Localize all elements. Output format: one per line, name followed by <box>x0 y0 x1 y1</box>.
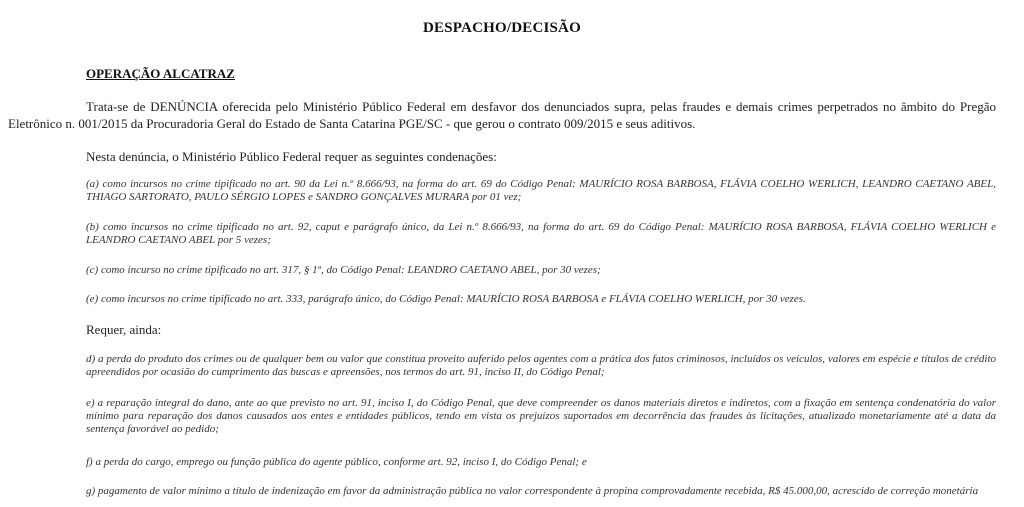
request-item-g: g) pagamento de valor mínimo a título de indenização em favor da administração pública no valor correspondente à propina comprovadamente recebida, R$ 45.000,00, acrescido de correção monetária <box>86 485 979 497</box>
condemnation-item-c: (c) como incurso no crime tipificado no art. 317, § 1º, do Código Penal: LEANDRO CAETANO ABEL, por 30 vezes; <box>86 264 601 276</box>
document-title: DESPACHO/DECISÃO <box>423 20 581 36</box>
requests-intro: Requer, ainda: <box>86 322 162 337</box>
request-item-f: f) a perda do cargo, emprego ou função pública do agente público, conforme art. 92, inciso I, do Código Penal; e <box>86 456 587 468</box>
condemnation-item-a: (a) como incursos no crime tipificado no art. 90 da Lei n.º 8.666/93, na forma do art. 69 do Código Penal: MAURÍCIO ROSA BARBOSA, FLÁVIA COELHO WERLICH, LEANDRO CAETANO ABEL, THIAGO SARTORATO, PAULO SÉRGIO LOPES e SANDRO GONÇALVES MURARA por 01 vez; <box>86 178 996 203</box>
condemnations-intro: Nesta denúncia, o Ministério Público Federal requer as seguintes condenações: <box>86 149 497 164</box>
request-item-e: e) a reparação integral do dano, ante ao que previsto no art. 91, inciso I, do Código Penal, que deve compreender os danos materiais diretos e indiretos, com a fixação em sentença condenatória do valor mínimo para reparação dos danos causados aos entes e entidades públicos, tendo em vista os prejuízos suportados em decorrência das fraudes às licitações, atualizado monetariamente até a data da sentença favorável ao pedido; <box>86 397 996 435</box>
condemnation-item-e: (e) como incursos no crime tipificado no art. 333, parágrafo único, do Código Penal: MAURÍCIO ROSA BARBOSA e FLÁVIA COELHO WERLICH, por 30 vezes. <box>86 293 806 305</box>
intro-paragraph: Trata-se de DENÚNCIA oferecida pelo Ministério Público Federal em desfavor dos denunciados supra, pelas fraudes e demais crimes perpetrados no âmbito do Pregão Eletrônico n. 001/2015 da Procuradoria Geral do Estado de Santa Catarina PGE/SC - que gerou o contrato 009/2015 e seus aditivos. <box>8 99 996 131</box>
operation-heading: OPERAÇÃO ALCATRAZ <box>86 66 235 81</box>
request-item-d: d) a perda do produto dos crimes ou de qualquer bem ou valor que constitua proveito auferido pelos agentes com a prática dos fatos criminosos, incluídos os veículos, valores em espécie e títulos de crédito apreendidos por ocasião do cumprimento das buscas e apreensões, nos termos do art. 91, inciso II, do Código Penal; <box>86 353 996 378</box>
condemnation-item-b: (b) como incursos no crime tipificado no art. 92, caput e parágrafo único, da Lei n.º 8.666/93, na forma do art. 69 do Código Penal: MAURÍCIO ROSA BARBOSA, FLÁVIA COELHO WERLICH e LEANDRO CAETANO ABEL por 5 vezes; <box>86 221 996 246</box>
